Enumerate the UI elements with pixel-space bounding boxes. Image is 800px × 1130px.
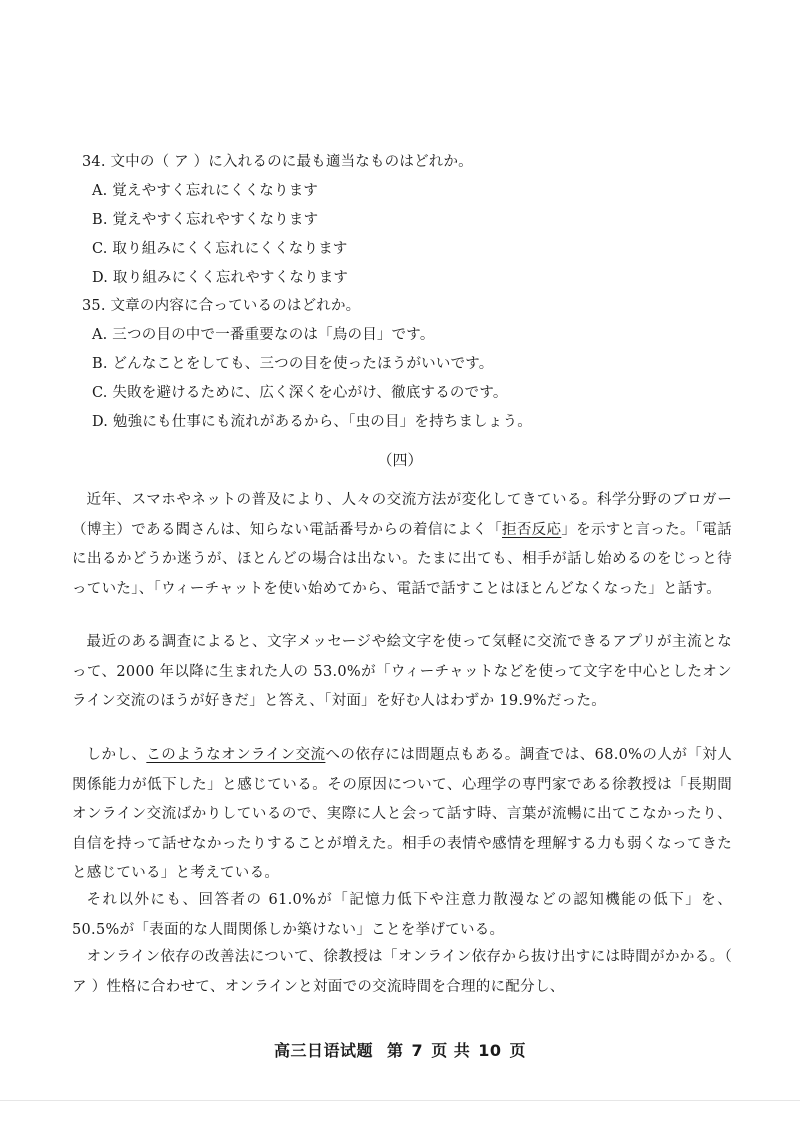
- underlined-phrase-kyohi-hanno: 拒否反応: [502, 521, 562, 538]
- passage-paragraph-1: [72, 486, 732, 604]
- question-34-option-c[interactable]: C. 取り組みにくく忘れにくくなります: [92, 241, 348, 257]
- p1-text-after: 」を示すと言った。「電話に出るかどうか迷うが、ほとんどの場合は出ない。たまに出ても、相手が話し始めるのをじっと待っていた」、「ウィーチャットを使い始めてから、電話で話すことはほとんどなくなった」と話す。: [72, 521, 732, 597]
- footer-page-mid: 页 共: [431, 1041, 471, 1060]
- passage-paragraph-2: 最近のある調査によると、文字メッセージや絵文字を使って気軽に交流できるアプリが主流となって、2000 年以降に生まれた人の 53.0%が「ウィーチャットなどを使って文字を中心としたオンライン交流のほうが好きだ」と答え、「対面」を好む人はわずか 19.9%だった。: [72, 634, 732, 709]
- p1-text-before: 近年、スマホやネットの普及により、人々の交流方法が変化してきている。科学分野のブロガー（博主）である閻さんは、知らない電話番号からの着信によく「: [72, 492, 732, 538]
- question-35-option-a[interactable]: A. 三つの目の中で一番重要なのは「鳥の目」です。: [92, 327, 435, 343]
- question-35-option-d[interactable]: D. 勉強にも仕事にも流れがあるから、「虫の目」を持ちましょう。: [92, 414, 532, 430]
- question-34-option-a[interactable]: A. 覚えやすく忘れにくくなります: [92, 183, 319, 199]
- question-35-option-c[interactable]: C. 失敗を避けるために、広く深くを心がけ、徹底するのです。: [92, 385, 508, 401]
- passage-paragraph-3: [72, 741, 732, 889]
- bottom-divider: [0, 1100, 800, 1101]
- passage-paragraph-5: オンライン依存の改善法について、徐教授は「オンライン依存から抜け出すには時間がかかる。（ ア ）性格に合わせて、オンラインと対面での交流時間を合理的に配分し、: [72, 949, 732, 995]
- question-35-option-b[interactable]: B. どんなことをしても、三つの目を使ったほうがいいです。: [92, 356, 494, 372]
- footer-page-suffix: 页: [509, 1041, 527, 1060]
- footer-total-pages: 10: [478, 1041, 502, 1060]
- passage-paragraph-4: それ以外にも、回答者の 61.0%が「記憶力低下や注意力散漫などの認知機能の低下」を、50.5%が「表面的な人間関係しか築けない」ことを挙げている。: [72, 892, 732, 938]
- underlined-phrase-online-koryu: このようなオンライン交流: [146, 747, 326, 763]
- section-heading: （四）: [377, 451, 423, 469]
- question-35-stem: 35. 文章の内容に合っているのはどれか。: [82, 298, 361, 314]
- footer-page-prefix: 第: [387, 1041, 404, 1060]
- p3-text-after: への依存には問題点もある。調査では、68.0%の人が「対人関係能力が低下した」と感じている。その原因について、心理学の専門家である徐教授は「長期間オンライン交流ばかりしているので、実際に人と会って話す時、言葉が流暢に出てこなかったり、自信を持って話せなかったりすることが増えた。相手の表情や感情を理解する力も弱くなってきたと感じている」と考えている。: [72, 747, 732, 881]
- footer-title: 高三日语试题: [273, 1041, 373, 1060]
- question-34-stem: 34. 文中の（ ア ）に入れるのに最も適当なものはどれか。: [82, 154, 473, 170]
- question-34-option-b[interactable]: B. 覚えやすく忘れやすくなります: [92, 212, 319, 228]
- p3-text-before: しかし、: [86, 747, 147, 763]
- page-footer: [0, 1040, 800, 1062]
- footer-page-number: 7: [411, 1041, 424, 1060]
- question-34-option-d[interactable]: D. 取り組みにくく忘れやすくなります: [92, 270, 349, 286]
